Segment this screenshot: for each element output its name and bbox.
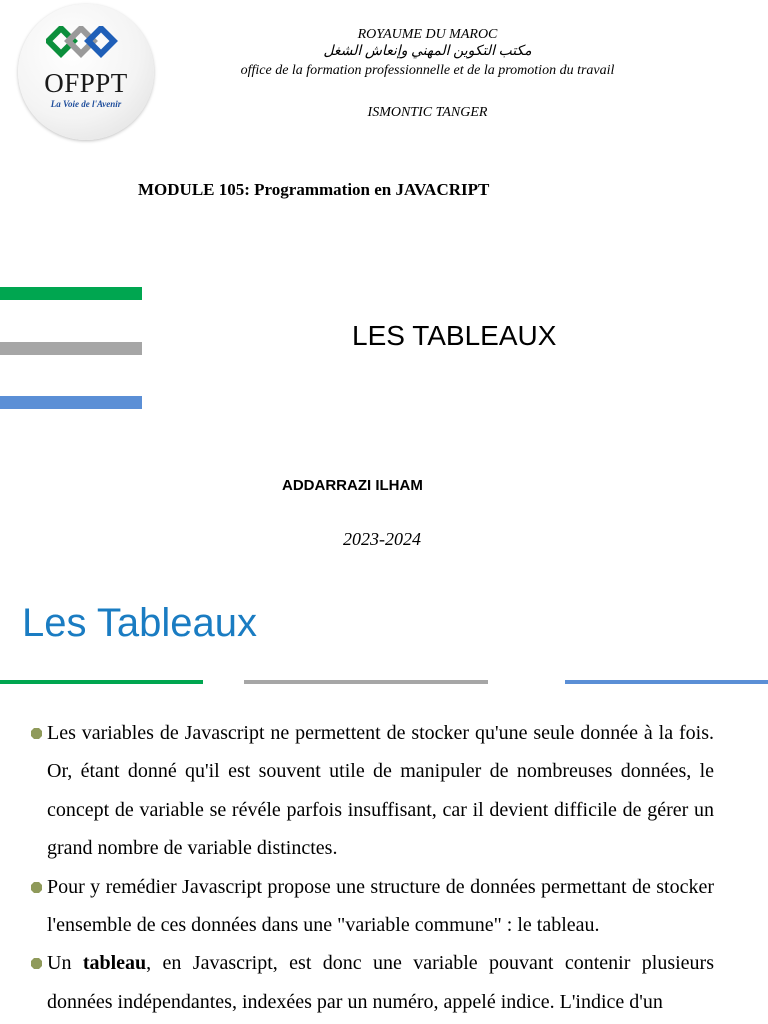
bullet-icon [30,957,43,970]
blue-divider [565,680,768,684]
green-divider [0,680,203,684]
bullet-icon [30,881,43,894]
ofppt-logo [18,4,154,140]
gray-accent-bar [0,342,142,355]
green-accent-bar [0,287,142,300]
institute-line: ISMONTIC TANGER [367,105,488,120]
academic-year: 2023-2024 [343,529,421,549]
bullet-icon [30,727,43,740]
bullet-text-after: , en Javascript, est donc une variable pouvant contenir plusieurs données indépendantes, indexées par un numéro, appelé indice. L'indice d'un [47,952,714,1013]
office-line: office de la formation professionnelle et de la promotion du travail [240,63,615,78]
logo-text: OFPPT [44,68,128,98]
kingdom-line: ROYAUME DU MAROC [357,27,498,42]
bullet-text: Les variables de Javascript ne permettent de stocker qu'une seule donnée à la fois. Or, étant donné qu'il est souvent utile de manipuler de nombreuses données, le concept de variable se révéle parfois insuffisant, car il devient difficile de gérer un grand nombre de variable distinctes. [47,722,714,860]
logo-emblem-icon [46,26,126,66]
main-title: LES TABLEAUX [352,320,557,351]
bullet-text-bold: tableau [82,952,147,975]
bullet-text-before: Un [47,952,83,975]
gray-divider [244,680,488,684]
bullet-text: Pour y remédier Javascript propose une structure de données permettant de stocker l'ensemble de ces données dans une "variable commune" : le tableau. [47,875,714,937]
bullet-item [30,944,714,1021]
section-title: Les Tableaux [22,601,257,645]
bullet-list [30,714,714,1021]
bullet-item [30,714,714,868]
author-name: ADDARRAZI ILHAM [282,477,423,494]
module-title: MODULE 105: Programmation en JAVACRIPT [138,180,490,199]
arabic-office-line: مكتب التكوين المهني وإنعاش الشغل [323,44,532,59]
blue-accent-bar [0,396,142,409]
logo-tagline: La Voie de l'Avenir [50,99,122,109]
bullet-item [30,868,714,945]
